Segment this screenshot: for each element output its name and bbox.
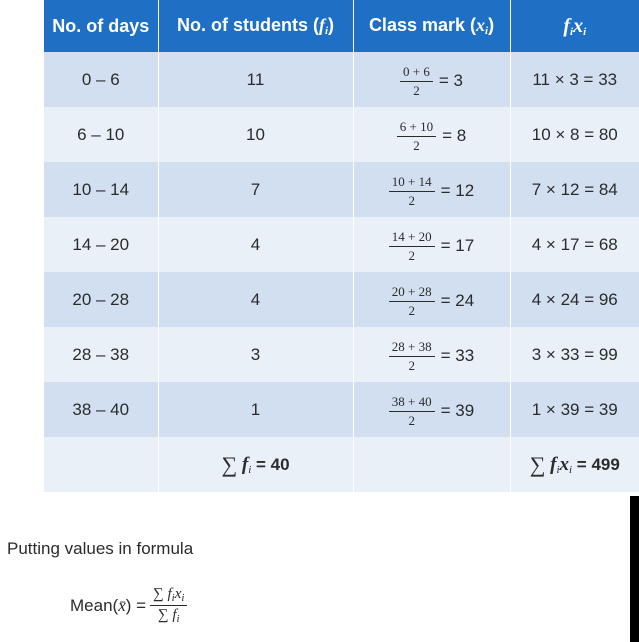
cell-fx-total: ∑ $f_ix_i = 499$ — [510, 437, 639, 492]
header-fx: $f_ix_i$ — [510, 0, 639, 52]
cell-fx: 1 × 39 = 39 — [510, 382, 639, 437]
table-header-row — [44, 0, 639, 52]
table-row — [44, 217, 639, 272]
table-row — [44, 52, 639, 107]
cell-empty — [353, 437, 510, 492]
cell-students: 1 — [158, 382, 353, 437]
cell-class-mark: $\frac{20 + 28}{2}$ = 24 — [353, 272, 510, 327]
formula-intro: Putting values in formula — [7, 539, 194, 558]
cell-class-mark: $\frac{14 + 20}{2}$ = 17 — [353, 217, 510, 272]
cell-fx: 10 × 8 = 80 — [510, 107, 639, 162]
mean-fraction: $\frac{\sum f_ix_i}{\sum f_i}$ — [150, 586, 187, 625]
cell-days: 38 – 40 — [44, 382, 158, 437]
header-days: No. of days — [44, 0, 158, 52]
cell-fx: 4 × 17 = 68 — [510, 217, 639, 272]
totals-row — [44, 437, 639, 492]
cell-students: 4 — [158, 217, 353, 272]
cell-students: 3 — [158, 327, 353, 382]
cell-fx: 3 × 33 = 99 — [510, 327, 639, 382]
cell-students-total: ∑ $f_i = 40$ — [158, 437, 353, 492]
cell-class-mark: $\frac{6 + 10}{2}$ = 8 — [353, 107, 510, 162]
cell-days: 28 – 38 — [44, 327, 158, 382]
header-students: No. of students $(f_i)$ — [158, 0, 353, 52]
table-row — [44, 162, 639, 217]
cell-empty — [44, 437, 158, 492]
cell-students: 10 — [158, 107, 353, 162]
cell-students: 11 — [158, 52, 353, 107]
cell-class-mark: $\frac{0 + 6}{2}$ = 3 — [353, 52, 510, 107]
mean-formula — [70, 586, 187, 625]
black-edge-bar — [630, 496, 639, 642]
cell-fx: 11 × 3 = 33 — [510, 52, 639, 107]
header-class-mark: Class mark $(x_i)$ — [353, 0, 510, 52]
mean-label: Mean(x̄) = — [70, 595, 147, 615]
cell-class-mark: $\frac{38 + 40}{2}$ = 39 — [353, 382, 510, 437]
table-row — [44, 107, 639, 162]
cell-class-mark: $\frac{10 + 14}{2}$ = 12 — [353, 162, 510, 217]
cell-fx: 4 × 24 = 96 — [510, 272, 639, 327]
cell-days: 0 – 6 — [44, 52, 158, 107]
table-row — [44, 382, 639, 437]
cell-students: 4 — [158, 272, 353, 327]
table-row — [44, 272, 639, 327]
cell-days: 6 – 10 — [44, 107, 158, 162]
cell-students: 7 — [158, 162, 353, 217]
cell-days: 10 – 14 — [44, 162, 158, 217]
frequency-table — [44, 0, 639, 492]
cell-class-mark: $\frac{28 + 38}{2}$ = 33 — [353, 327, 510, 382]
cell-fx: 7 × 12 = 84 — [510, 162, 639, 217]
table-row — [44, 327, 639, 382]
cell-days: 14 – 20 — [44, 217, 158, 272]
cell-days: 20 – 28 — [44, 272, 158, 327]
